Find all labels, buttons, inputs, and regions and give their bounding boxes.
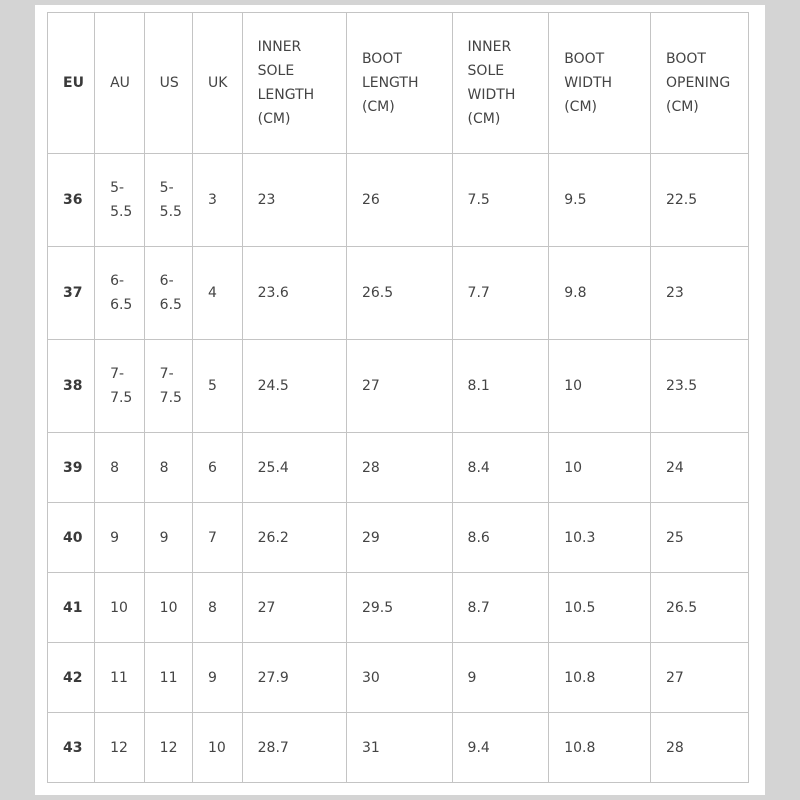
boot-width-cell: 9.8 <box>549 247 651 340</box>
inner-sole-width-cell: 9 <box>452 643 549 713</box>
boot-width-cell: 10.8 <box>549 713 651 783</box>
table-row <box>48 433 749 503</box>
inner-sole-length-cell: 26.2 <box>242 503 346 573</box>
boot-opening-cell: 25 <box>650 503 748 573</box>
us-size-cell: 6- 6.5 <box>144 247 192 340</box>
au-size-cell: 8 <box>95 433 145 503</box>
uk-size-cell: 10 <box>193 713 243 783</box>
us-size-cell: 12 <box>144 713 192 783</box>
table-row <box>48 503 749 573</box>
boot-length-cell: 27 <box>346 340 452 433</box>
inner-sole-length-cell: 27.9 <box>242 643 346 713</box>
size-chart-frame <box>35 5 765 795</box>
boot-length-cell: 31 <box>346 713 452 783</box>
inner-sole-length-cell: 27 <box>242 573 346 643</box>
boot-width-cell: 10.8 <box>549 643 651 713</box>
boot-length-cell: 30 <box>346 643 452 713</box>
eu-size-cell: 37 <box>48 247 95 340</box>
uk-size-cell: 5 <box>193 340 243 433</box>
boot-opening-cell: 28 <box>650 713 748 783</box>
inner-sole-width-cell: 7.7 <box>452 247 549 340</box>
uk-size-cell: 3 <box>193 154 243 247</box>
au-size-cell: 7- 7.5 <box>95 340 145 433</box>
eu-size-cell: 41 <box>48 573 95 643</box>
boot-opening-cell: 23 <box>650 247 748 340</box>
column-header-inner-sole-width: INNER SOLE WIDTH (CM) <box>452 13 549 154</box>
us-size-cell: 7- 7.5 <box>144 340 192 433</box>
column-header-boot-width: BOOT WIDTH (CM) <box>549 13 651 154</box>
inner-sole-width-cell: 8.4 <box>452 433 549 503</box>
inner-sole-width-cell: 8.1 <box>452 340 549 433</box>
eu-size-cell: 38 <box>48 340 95 433</box>
eu-size-cell: 43 <box>48 713 95 783</box>
column-header-inner-sole-length: INNER SOLE LENGTH (CM) <box>242 13 346 154</box>
boot-opening-cell: 22.5 <box>650 154 748 247</box>
us-size-cell: 8 <box>144 433 192 503</box>
boot-length-cell: 26.5 <box>346 247 452 340</box>
boot-opening-cell: 24 <box>650 433 748 503</box>
uk-size-cell: 6 <box>193 433 243 503</box>
table-row <box>48 573 749 643</box>
table-row <box>48 643 749 713</box>
boot-width-cell: 10.3 <box>549 503 651 573</box>
column-header-au: AU <box>95 13 145 154</box>
uk-size-cell: 9 <box>193 643 243 713</box>
table-row <box>48 247 749 340</box>
us-size-cell: 9 <box>144 503 192 573</box>
uk-size-cell: 7 <box>193 503 243 573</box>
uk-size-cell: 4 <box>193 247 243 340</box>
table-row <box>48 713 749 783</box>
us-size-cell: 11 <box>144 643 192 713</box>
column-header-boot-length: BOOT LENGTH (CM) <box>346 13 452 154</box>
boot-width-cell: 10 <box>549 433 651 503</box>
au-size-cell: 11 <box>95 643 145 713</box>
boot-opening-cell: 27 <box>650 643 748 713</box>
inner-sole-width-cell: 8.6 <box>452 503 549 573</box>
column-header-eu: EU <box>48 13 95 154</box>
column-header-boot-opening: BOOT OPENING (CM) <box>650 13 748 154</box>
table-row <box>48 340 749 433</box>
eu-size-cell: 39 <box>48 433 95 503</box>
inner-sole-width-cell: 9.4 <box>452 713 549 783</box>
boot-width-cell: 9.5 <box>549 154 651 247</box>
au-size-cell: 6- 6.5 <box>95 247 145 340</box>
inner-sole-length-cell: 24.5 <box>242 340 346 433</box>
boot-width-cell: 10 <box>549 340 651 433</box>
uk-size-cell: 8 <box>193 573 243 643</box>
us-size-cell: 10 <box>144 573 192 643</box>
eu-size-cell: 36 <box>48 154 95 247</box>
inner-sole-length-cell: 23.6 <box>242 247 346 340</box>
eu-size-cell: 42 <box>48 643 95 713</box>
eu-size-cell: 40 <box>48 503 95 573</box>
au-size-cell: 10 <box>95 573 145 643</box>
boot-length-cell: 29 <box>346 503 452 573</box>
inner-sole-width-cell: 8.7 <box>452 573 549 643</box>
table-row <box>48 154 749 247</box>
header-row <box>48 13 749 154</box>
boot-length-cell: 26 <box>346 154 452 247</box>
us-size-cell: 5- 5.5 <box>144 154 192 247</box>
au-size-cell: 5- 5.5 <box>95 154 145 247</box>
inner-sole-length-cell: 23 <box>242 154 346 247</box>
size-chart-table <box>47 12 749 783</box>
inner-sole-length-cell: 25.4 <box>242 433 346 503</box>
au-size-cell: 12 <box>95 713 145 783</box>
column-header-us: US <box>144 13 192 154</box>
inner-sole-width-cell: 7.5 <box>452 154 549 247</box>
boot-opening-cell: 26.5 <box>650 573 748 643</box>
boot-length-cell: 29.5 <box>346 573 452 643</box>
boot-width-cell: 10.5 <box>549 573 651 643</box>
column-header-uk: UK <box>193 13 243 154</box>
boot-opening-cell: 23.5 <box>650 340 748 433</box>
inner-sole-length-cell: 28.7 <box>242 713 346 783</box>
boot-length-cell: 28 <box>346 433 452 503</box>
au-size-cell: 9 <box>95 503 145 573</box>
